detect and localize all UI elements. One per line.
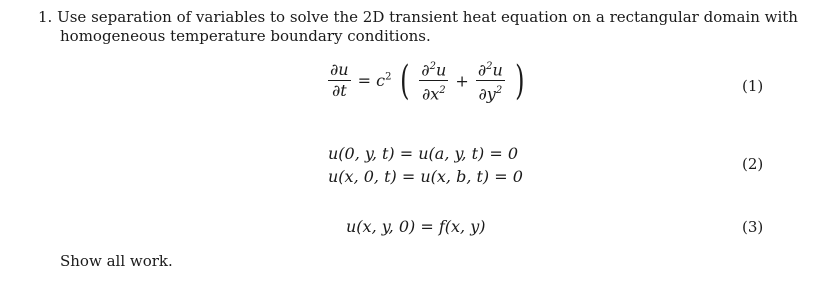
lhs-denominator: ∂t: [331, 81, 347, 101]
t2-num-u: u: [492, 60, 503, 80]
boundary-condition-x: u(0, y, t) = u(a, y, t) = 0: [328, 144, 519, 163]
t1-num-partial: ∂: [421, 60, 430, 80]
equation-number-3: (3): [742, 218, 764, 236]
c-exponent: 2: [385, 72, 392, 83]
term2-fraction: [476, 58, 505, 104]
equation-number-2: (2): [742, 155, 764, 173]
equation-number-1: (1): [742, 77, 764, 95]
equals-c: = c: [357, 71, 386, 91]
t2-num-partial: ∂: [477, 60, 487, 80]
t1-den-exp: 2: [439, 85, 446, 97]
show-work-instruction: Show all work.: [60, 252, 173, 270]
left-paren: (: [399, 57, 410, 104]
lhs-numerator: ∂u: [330, 60, 349, 80]
problem-statement-line-2: homogeneous temperature boundary conditions.: [60, 27, 431, 45]
t2-den-dy: ∂y: [478, 84, 496, 104]
problem-statement-line-1: 1. Use separation of variables to solve the 2D transient heat equation on a rectangular domain with: [38, 8, 798, 26]
t1-num-u: u: [435, 60, 447, 80]
heat-equation: [326, 58, 528, 104]
right-paren: ): [515, 57, 525, 104]
initial-condition: u(x, y, 0) = f(x, y): [346, 217, 486, 236]
t2-num-exp: 2: [486, 61, 493, 72]
t1-num-exp: 2: [429, 61, 436, 72]
t2-den-exp: 2: [495, 85, 503, 97]
boundary-condition-y: u(x, 0, t) = u(x, b, t) = 0: [328, 167, 523, 186]
term1-fraction: [419, 58, 448, 104]
lhs-fraction: [328, 61, 351, 100]
t1-den-dx: ∂x: [421, 84, 440, 104]
plus-sign: +: [455, 71, 469, 91]
